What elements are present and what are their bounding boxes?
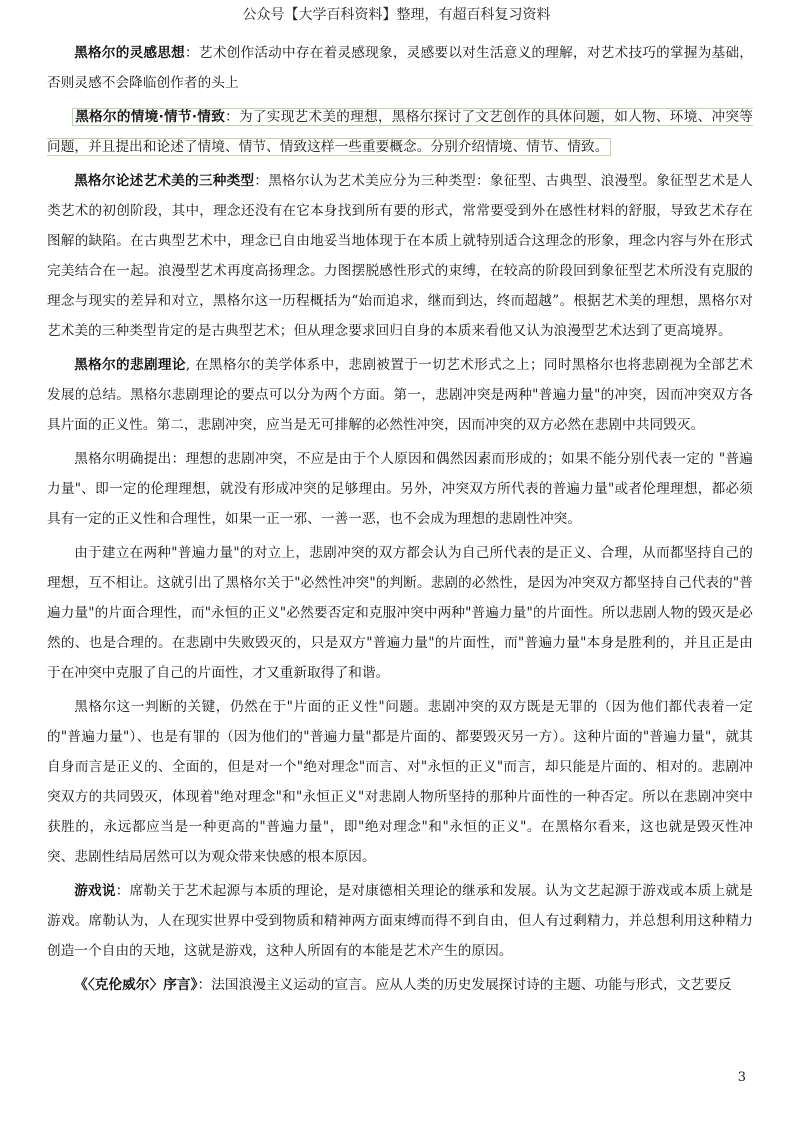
section-text: 法国浪漫主义运动的宣言。应从人类的历史发展探讨诗的主题、功能与形式，文艺要反: [211, 977, 732, 993]
page-header: 公众号【大学百科资料】整理，有超百科复习资料: [242, 7, 551, 23]
term-separator: ：: [115, 883, 130, 899]
section-text: 黑格尔明确提出：理想的悲剧冲突，不应是由于个人原因和偶然因素而形成的；如果不能分别代表一定的 "普遍力量"、即一定的伦理理想，就没有形成冲突的足够理由。另外，冲突双方所代表的普遍力量"或者伦理理想，都必须具有一定的正义性和合理性，如果一正一邪、一善一恶，也不会成为理想的悲剧性冲突。: [47, 451, 753, 527]
term-heading: 黑格尔的情境·情节·情致: [75, 109, 226, 125]
section-situation: [47, 102, 753, 162]
section-tragedy: [47, 350, 753, 440]
section-text: 席勒关于艺术起源与本质的理论，是对康德相关理论的继承和发展。认为文艺起源于游戏或本质上就是游戏。席勒认为，人在现实世界中受到物质和精神两方面束缚而得不到自由，但人有过剩精力，并总想利用这种精力创造一个自由的天地，这就是游戏，这种人所固有的本能是艺术产生的原因。: [47, 883, 753, 959]
section-text: 艺术创作活动中存在着灵感现象，灵感要以对生活意义的理解，对艺术技巧的掌握为基础，否则灵感不会降临创作者的头上: [47, 45, 753, 91]
section-text: 黑格尔认为艺术美应分为三种类型：象征型、古典型、浪漫型。象征型艺术是人类艺术的初创阶段，其中，理念还没有在它本身找到所有要的形式，常常要受到外在感性材料的舒服，导致艺术存在图解的缺陷。在古典型艺术中，理念已自由地妥当地体现于在本质上就特别适合这理念的形象，理念内容与外在形式完美结合在一起。浪漫型艺术再度高扬理念。力图摆脱感性形式的束缚，在较高的阶段回到象征型艺术所没有克服的理念与现实的差异和对立，黑格尔这一历程概括为“始而追求，继而到达，终而超越”。根据艺术美的理想，黑格尔对艺术美的三种类型肯定的是古典型艺术；但从理念要求回归自身的本质来看他又认为浪漫型艺术达到了更高境界。: [47, 173, 753, 339]
section-three-types: [47, 166, 753, 346]
term-separator: ,: [185, 357, 195, 373]
term-separator: ：: [225, 109, 239, 125]
section-text: 为了实现艺术美的理想，黑格尔探讨了文艺创作的具体问题，如人物、环境、冲突等问题，并且提出和论述了情境、情节、情致这样一些重要概念。分别介绍情境、情节、情致。: [47, 109, 753, 155]
term-heading: 游戏说: [74, 883, 116, 899]
section-inspiration: [47, 38, 753, 98]
term-heading: 《〈克伦威尔〉序言》: [74, 977, 198, 993]
term-heading: 黑格尔的悲剧理论: [74, 357, 186, 373]
tragedy-paragraph-2: [47, 444, 753, 534]
section-cromwell-preface: [47, 970, 753, 1000]
tragedy-paragraph-3: [47, 538, 753, 688]
section-text: 由于建立在两种"普遍力量"的对立上，悲剧冲突的双方都会认为自己所代表的是正义、合理，从而都坚持自己的理想，互不相让。这就引出了黑格尔关于"必然性冲突"的判断。悲剧的必然性，是因为冲突双方都坚持自己代表的"普遍力量"的片面合理性，而"永恒的正义"必然要否定和克服冲突中两种"普遍力量"的片面性。所以悲剧人物的毁灭是必然的、也是合理的。在悲剧中失败毁灭的，只是双方"普遍力量"的片面性，而"普遍力量"本身是胜利的，并且正是由于在冲突中克服了自己的片面性，才又重新取得了和谐。: [47, 545, 753, 681]
term-heading: 黑格尔论述艺术美的三种类型: [74, 173, 255, 189]
page-number: 3: [737, 1070, 746, 1085]
section-text: 黑格尔这一判断的关键，仍然在于"片面的正义性"问题。悲剧冲突的双方既是无罪的（因为他们都代表着一定的"普遍力量"）、也是有罪的（因为他们的"普遍力量"都是片面的、都要毁灭另一方）。这种片面的"普遍力量"，就其自身而言是正义的、全面的，但是对一个"绝对理念"而言、对"永恒的正义"而言，却只能是片面的、相对的。悲剧冲突双方的共同毁灭，体现着"绝对理念"和"永恒正义"对悲剧人物所坚持的那种片面性的一种否定。所以在悲剧冲突中获胜的，永远都应当是一种更高的"普遍力量"，即"绝对理念"和"永恒的正义"。在黑格尔看来，这也就是毁灭性冲突、悲剧性结局居然可以为观众带来快感的根本原因。: [47, 699, 753, 865]
highlight-box: [47, 108, 753, 156]
tragedy-paragraph-4: [47, 692, 753, 872]
term-separator: ：: [185, 45, 199, 61]
section-text: 在黑格尔的美学体系中，悲剧被置于一切艺术形式之上；同时黑格尔也将悲剧视为全部艺术发展的总结。黑格尔悲剧理论的要点可以分为两个方面。第一，悲剧冲突是两种"普遍力量"的冲突，因而冲突双方各具片面的正义性。第二，悲剧冲突，应当是无可排解的必然性冲突，因而冲突的双方必然在悲剧中共同毁灭。: [47, 357, 753, 433]
term-separator: ：: [254, 173, 269, 189]
term-separator: ：: [197, 977, 212, 993]
section-play-theory: [47, 876, 753, 966]
document-body: [47, 38, 753, 1004]
term-heading: 黑格尔的灵感思想: [74, 45, 186, 61]
